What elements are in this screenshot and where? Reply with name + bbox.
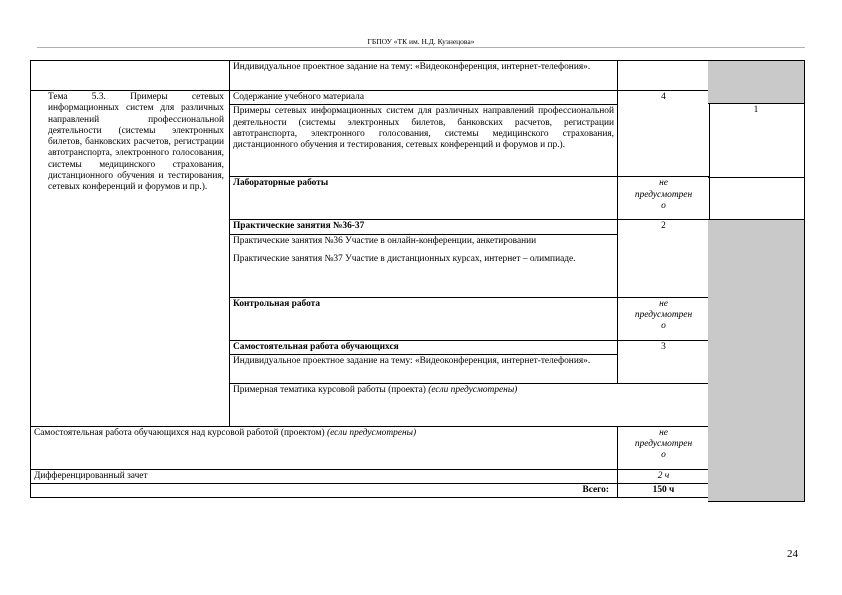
- level-column: [708, 60, 805, 502]
- table-row-total: [31, 484, 710, 498]
- document-header: ГБПОУ «ТК им. Н.Д. Кузнецова»: [367, 37, 475, 46]
- coursework-self-hours-line-1: не: [659, 427, 668, 438]
- total-label: Всего:: [31, 484, 618, 498]
- practice-36-text: Практические занятия №36 Участие в онлайн-конференции, анкетировании: [233, 235, 537, 246]
- level-shade-top: [708, 60, 805, 91]
- coursework-topics-note: (если предусмотрены): [428, 384, 518, 395]
- ipz-top-text: Индивидуальное проектное задание на тему: «Видеоконференция, интернет-телефония».: [230, 61, 618, 91]
- content-label: Содержание учебного материала: [230, 91, 618, 105]
- header-rule: [37, 47, 805, 48]
- control-hours-line-3: о: [661, 321, 666, 332]
- content-hours: 4: [618, 91, 710, 177]
- total-hours: 150 ч: [618, 484, 710, 498]
- content-text: Примеры сетевых информационных систем для различных направлений профессиональной деятельности (системы электронных билетов, банковских расчетов, регистрации автотранспорта, электронного голосования, системы медицинского страхования, дистанционного обучения и тестирования, сетевых конференций и форумов и пр.).: [230, 105, 618, 177]
- level-lab-blank: [708, 178, 805, 220]
- table-row-ipz-top: [31, 61, 710, 91]
- credit-label: Дифференцированный зачет: [31, 469, 618, 483]
- lab-hours-line-2: предусмотрен: [634, 189, 693, 200]
- coursework-self-hours: [618, 426, 710, 469]
- coursework-topics-label: Примерная тематика курсовой работы (проекта): [233, 384, 426, 395]
- level-content: 1: [708, 104, 805, 178]
- coursework-self-hours-line-2: предусмотрен: [634, 439, 693, 450]
- lab-hours-line-3: о: [661, 200, 666, 211]
- practice-items: [230, 234, 618, 297]
- lab-hours-line-1: не: [659, 178, 668, 189]
- coursework-self-cell: [31, 426, 618, 469]
- ipz-top-hours: [618, 61, 710, 91]
- control-hours-line-2: предусмотрен: [634, 309, 693, 320]
- theme-5-3-cell: Тема 5.3. Примеры сетевых информационных систем для различных направлений профессиональной деятельности (системы электронных билетов, банковских расчетов, регистрации автотранспорта, электронного голосования, системы медицинского страхования, дистанционного обучения и тестирования, сетевых конференций и форумов и пр.).: [31, 91, 230, 427]
- control-label: Контрольная работа: [230, 297, 618, 340]
- selfwork-hours: 3: [618, 340, 710, 383]
- credit-hours: 2 ч: [618, 469, 710, 483]
- coursework-topics-cell: [230, 383, 710, 426]
- selfwork-label: Самостоятельная работа обучающихся: [230, 340, 618, 354]
- coursework-self-hours-line-3: о: [661, 450, 666, 461]
- practice-label: Практические занятия №36-37: [230, 220, 618, 234]
- level-shade-bottom: [708, 220, 805, 502]
- control-hours-line-1: не: [659, 298, 668, 309]
- coursework-self-label: Самостоятельная работа обучающихся над курсовой работой (проектом): [34, 427, 325, 438]
- table-row-credit: [31, 469, 710, 483]
- curriculum-table: [30, 60, 710, 498]
- level-shade-content-label: [708, 90, 805, 104]
- lab-hours: [618, 177, 710, 220]
- table-row-coursework-self: [31, 426, 710, 469]
- control-hours: [618, 297, 710, 340]
- practice-hours: 2: [618, 220, 710, 297]
- theme-cell-empty-top: [31, 61, 230, 91]
- table-row-content-label: [31, 91, 710, 105]
- lab-label: Лабораторные работы: [230, 177, 618, 220]
- selfwork-text: Индивидуальное проектное задание на тему: «Видеоконференция, интернет-телефония».: [230, 354, 618, 383]
- practice-37-text: Практические занятия №37 Участие в дистанционных курсах, интернет – олимпиаде.: [233, 253, 576, 264]
- page-number: 24: [787, 548, 798, 560]
- coursework-self-note: (если предусмотрены): [326, 427, 417, 438]
